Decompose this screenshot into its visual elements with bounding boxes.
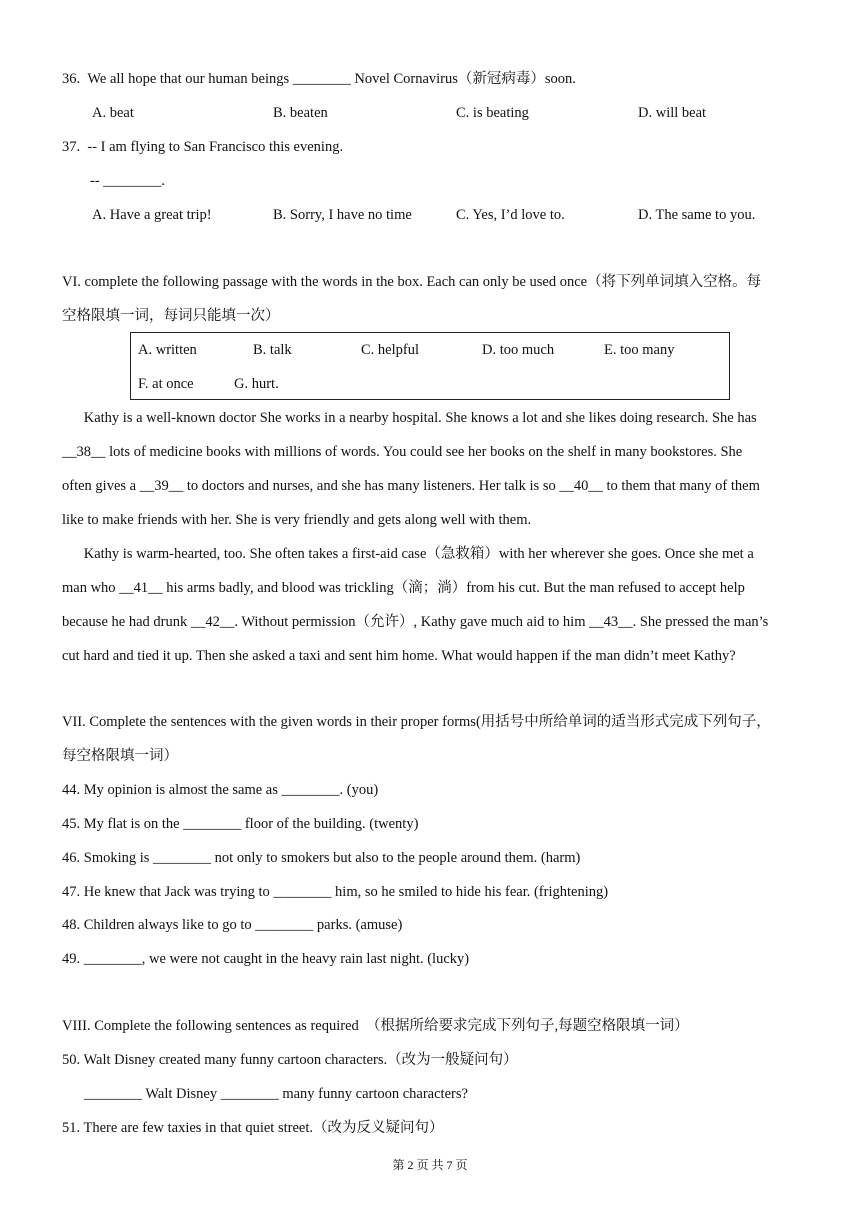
question-45: 45. My flat is on the ________ floor of the building. (twenty) [62,816,419,832]
word-box-item: F. at once [138,376,194,392]
word-box-item: G. hurt. [234,376,279,392]
section-6-heading: VI. complete the following passage with the words in the box. Each can only be used once（将下列单词填入空格。每 [62,274,762,290]
q37-option-d: D. The same to you. [638,207,756,223]
question-44: 44. My opinion is almost the same as ________. (you) [62,782,379,798]
q37-option-c: C. Yes, I’d love to. [456,207,565,223]
word-box-item: E. too many [604,342,675,358]
passage-line: Kathy is a well-known doctor She works in a nearby hospital. She knows a lot and she likes doing research. She has [62,410,757,426]
passage-line: __38__ lots of medicine books with millions of words. You could see her books on the shelf in many bookstores. She [62,444,743,460]
word-box-item: A. written [138,342,197,358]
question-48: 48. Children always like to go to ________ parks. (amuse) [62,917,403,933]
section-7-heading: VII. Complete the sentences with the given words in their proper forms(用括号中所给单词的适当形式完成下列句子， [62,714,771,730]
word-box-item: D. too much [482,342,555,358]
question-49: 49. ________, we were not caught in the heavy rain last night. (lucky) [62,951,470,967]
q37-option-a: A. Have a great trip! [92,207,212,223]
passage-line: because he had drunk __42__. Without permission（允许）, Kathy gave much aid to him __43__. She pressed the man’s [62,614,769,630]
passage-line: often gives a __39__ to doctors and nurses, and she has many listeners. Her talk is so __40__ to them that many of them [62,478,760,494]
page-number-footer: 第 2 页 共 7 页 [392,1158,468,1172]
question-51: 51. There are few taxies in that quiet street.（改为反义疑问句） [62,1120,444,1136]
section-7-heading-cont: 每空格限填一词） [62,748,178,764]
q37-option-b: B. Sorry, I have no time [273,207,412,223]
question-47: 47. He knew that Jack was trying to ________ him, so he smiled to hide his fear. (frightening) [62,884,609,900]
q36-option-d: D. will beat [638,105,707,121]
section-6-heading-cont: 空格限填一词，每词只能填一次） [62,308,280,324]
section-8-heading: VIII. Complete the following sentences as required （根据所给要求完成下列句子,每题空格限填一词） [62,1018,689,1034]
passage-line: like to make friends with her. She is very friendly and gets along well with them. [62,512,532,528]
q36-option-c: C. is beating [456,105,529,121]
word-box-item: C. helpful [361,342,419,358]
q36-option-a: A. beat [92,105,134,121]
passage-line: man who __41__ his arms badly, and blood was trickling（滴；淌）from his cut. But the man refused to accept help [62,580,745,596]
question-50-answer-line: ________ Walt Disney ________ many funny cartoon characters? [84,1086,468,1102]
question-46: 46. Smoking is ________ not only to smokers but also to the people around them. (harm) [62,850,581,866]
question-37-reply: -- ________. [90,173,165,189]
passage-line: Kathy is warm-hearted, too. She often takes a first-aid case（急救箱）with her wherever she goes. Once she met a [62,546,754,562]
word-box-item: B. talk [253,342,292,358]
q36-option-b: B. beaten [273,105,328,121]
passage-line: cut hard and tied it up. Then she asked a taxi and sent him home. What would happen if the man didn’t meet Kathy? [62,648,736,664]
question-37-stem: 37. -- I am flying to San Francisco this evening. [62,139,344,155]
question-50: 50. Walt Disney created many funny cartoon characters.（改为一般疑问句） [62,1052,518,1068]
question-36-stem: 36. We all hope that our human beings ________ Novel Cornavirus（新冠病毒）soon. [62,71,576,87]
